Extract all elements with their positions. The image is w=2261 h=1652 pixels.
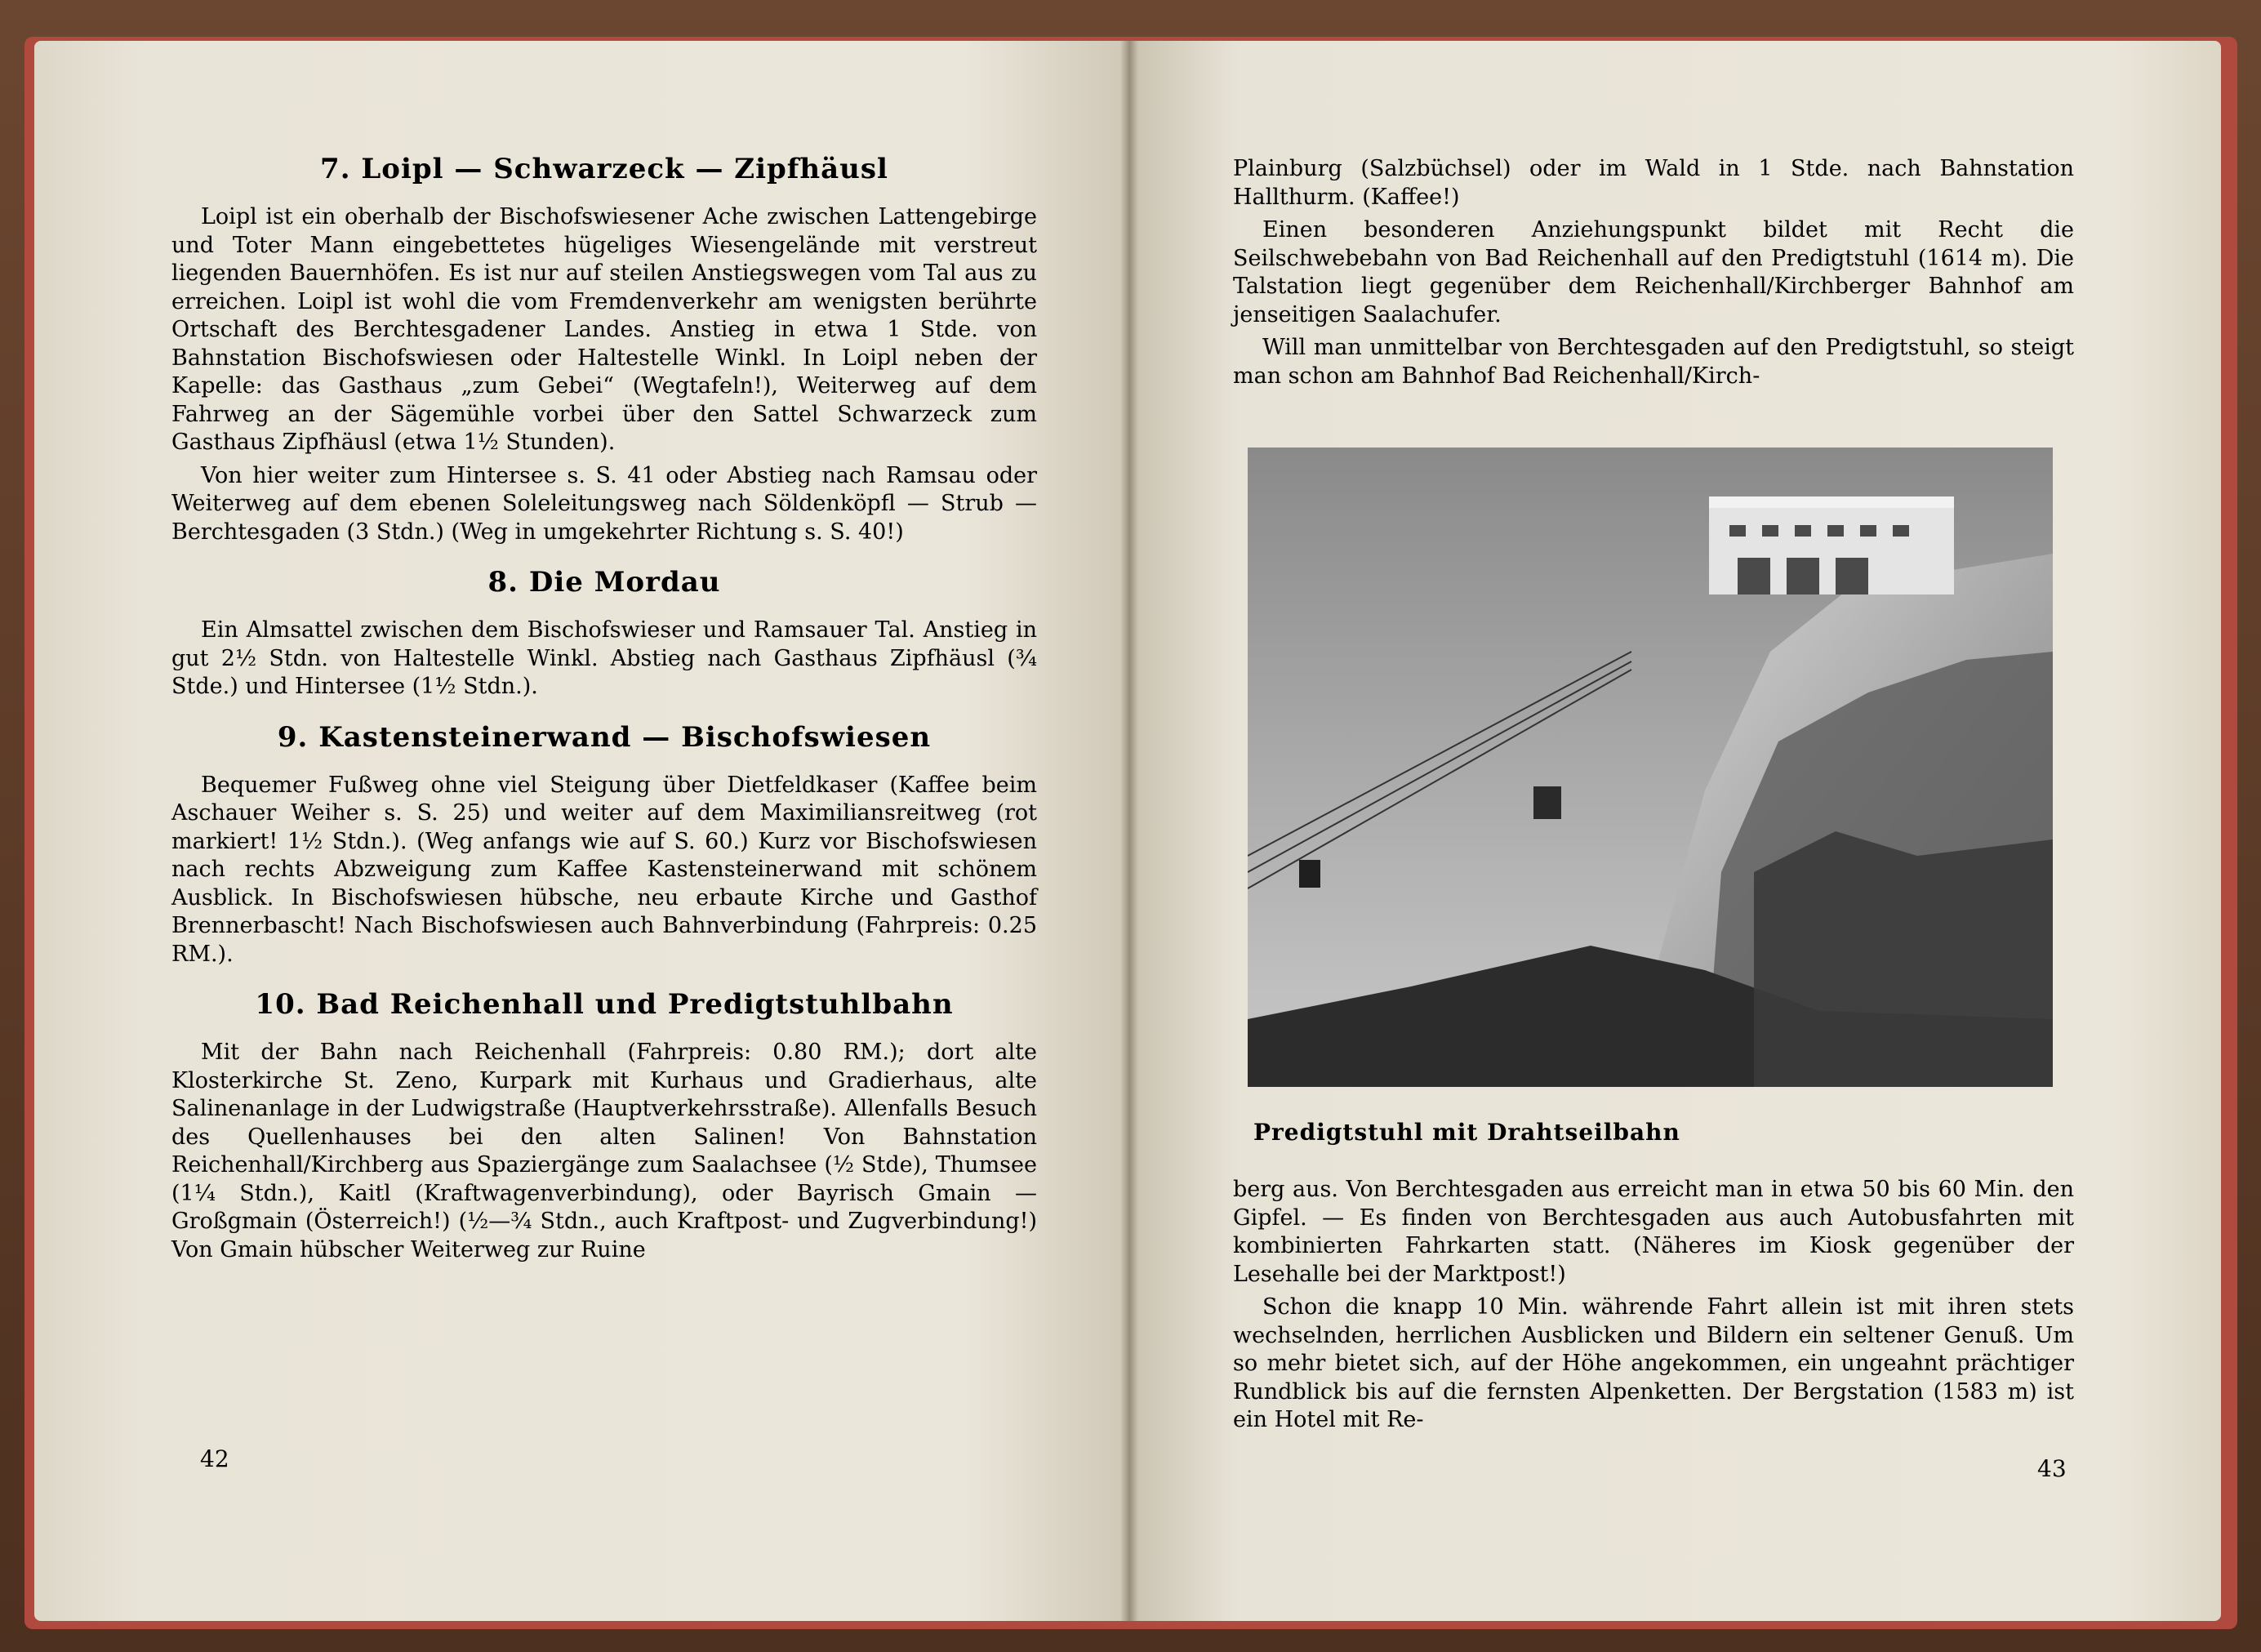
right-page-bottom-text [1233, 1176, 2074, 1440]
paragraph: Plainburg (Salzbüchsel) oder im Wald in 1 Stde. nach Bahnstation Hallthurm. (Kaffee!) [1233, 156, 2074, 210]
predigtstuhl-photo [1248, 448, 2053, 1087]
book-gutter [1120, 41, 1138, 1621]
paragraph: Will man unmittelbar von Berchtesgaden auf den Predigtstuhl, so steigt man schon am Bahnhof Bad Reichenhall/Kirch- [1233, 335, 2074, 389]
paragraph: Bequemer Fußweg ohne viel Steigung über Dietfeldkaser (Kaffee beim Aschauer Weiher s. S. 25) und weiter auf dem Maximiliansreitweg (rot markiert! 1½ Stdn.). (Weg anfangs wie auf S. 60.) Kurz vor Bischofswiesen nach rechts Abzweigung zum Kaffee Kastensteinerwand mit schönem Ausblick. In Bischofswiesen hübsche, neu erbaute Kirche und Gasthof Brennerbascht! Nach Bischofswiesen auch Bahnverbindung (Fahrpreis: 0.25 RM.). [171, 772, 1037, 967]
paragraph: berg aus. Von Berchtesgaden aus erreicht man in etwa 50 bis 60 Min. den Gipfel. — Es finden von Berchtesgaden aus auch Autobusfahrten mit kombinierten Fahrkarten statt. (Näheres im Kiosk gegenüber der Lesehalle bei der Marktpost!) [1233, 1177, 2074, 1287]
section-title-mordau: 8. Die Mordau [487, 566, 721, 599]
paragraph: Einen besonderen Anziehungspunkt bildet mit Recht die Seilschwebebahn von Bad Reichenhall auf den Predigtstuhl (1614 m). Die Talstation liegt gegenüber dem Reichenhall/Kirchberger Bahnhof am jenseitigen Saalachufer. [1233, 217, 2074, 327]
paragraph: Von hier weiter zum Hintersee s. S. 41 oder Abstieg nach Ramsau oder Weiterweg auf dem ebenen Soleleitungsweg nach Söldenköpfl — Strub — Berchtesgaden (3 Stdn.) (Weg in umgekehrter Richtung s. S. 40!) [171, 462, 1037, 545]
section-title-kastensteinerwand: 9. Kastensteinerwand — Bischofswiesen [277, 720, 932, 754]
paragraph: Loipl ist ein oberhalb der Bischofswiesener Ache zwischen Lattengebirge und Toter Mann eingebettetes hügeliges Wiesengelände mit verstreut liegenden Bauernhöfen. Es ist nur auf steilen Anstiegswegen vom Tal aus zu erreichen. Loipl ist wohl die vom Fremdenverkehr am wenigsten berührte Ortschaft des Berchtesgadener Landes. Anstieg in etwa 1 Stde. von Bahnstation Bischofswiesen oder Haltestelle Winkl. In Loipl neben der Kapelle: das Gasthaus „zum Gebei“ (Wegtafeln!), Weiterweg auf dem Fahrweg an der Sägemühle vorbei über den Sattel Schwarzeck zum Gasthaus Zipfhäusl (etwa 1½ Stunden). [171, 204, 1037, 455]
paragraph: Ein Almsattel zwischen dem Bischofswieser und Ramsauer Tal. Anstieg in gut 2½ Stdn. von Haltestelle Winkl. Abstieg nach Gasthaus Zipfhäusl (¾ Stde.) und Hintersee (1½ Stdn.). [171, 617, 1037, 699]
right-page-top-text [1233, 155, 2074, 395]
section-title-loipl: 7. Loipl — Schwarzeck — Zipfhäusl [320, 153, 888, 185]
photo-caption: Predigtstuhl mit Drahtseilbahn [1253, 1119, 1680, 1146]
predigtstuhl-photo-illustration [1248, 448, 2053, 1087]
page-number-right: 43 [2037, 1455, 2067, 1482]
section-title-bad-reichenhall: 10. Bad Reichenhall und Predigtstuhlbahn [255, 988, 954, 1021]
paragraph: Mit der Bahn nach Reichenhall (Fahrpreis: 0.80 RM.); dort alte Klosterkirche St. Zeno, Kurpark mit Kurhaus und Gradierhaus, alte Salinenanlage in der Ludwigstraße (Hauptverkehrsstraße). Allenfalls Besuch des Quellenhauses bei den alten Salinen! Von Bahnstation Reichenhall/Kirchberg aus Spaziergänge zum Saalachsee (½ Stde), Thumsee (1¼ Stdn.), Kaitl (Kraftwagenverbindung), oder Bayrisch Gmain —Großgmain (Österreich!) (½—¾ Stdn., auch Kraftpost- und Zugverbindung!) Von Gmain hübscher Weiterweg zur Ruine [171, 1040, 1037, 1262]
paragraph: Schon die knapp 10 Min. währende Fahrt allein ist mit ihren stets wechselnden, herrlichen Ausblicken und Bildern ein seltener Genuß. Um so mehr bietet sich, auf der Höhe angekommen, ein ungeahnt prächtiger Rundblick bis auf die fernsten Alpenketten. Der Bergstation (1583 m) ist ein Hotel mit Re- [1233, 1294, 2074, 1432]
left-page-text [171, 151, 1037, 1269]
page-number-left: 42 [200, 1445, 229, 1472]
